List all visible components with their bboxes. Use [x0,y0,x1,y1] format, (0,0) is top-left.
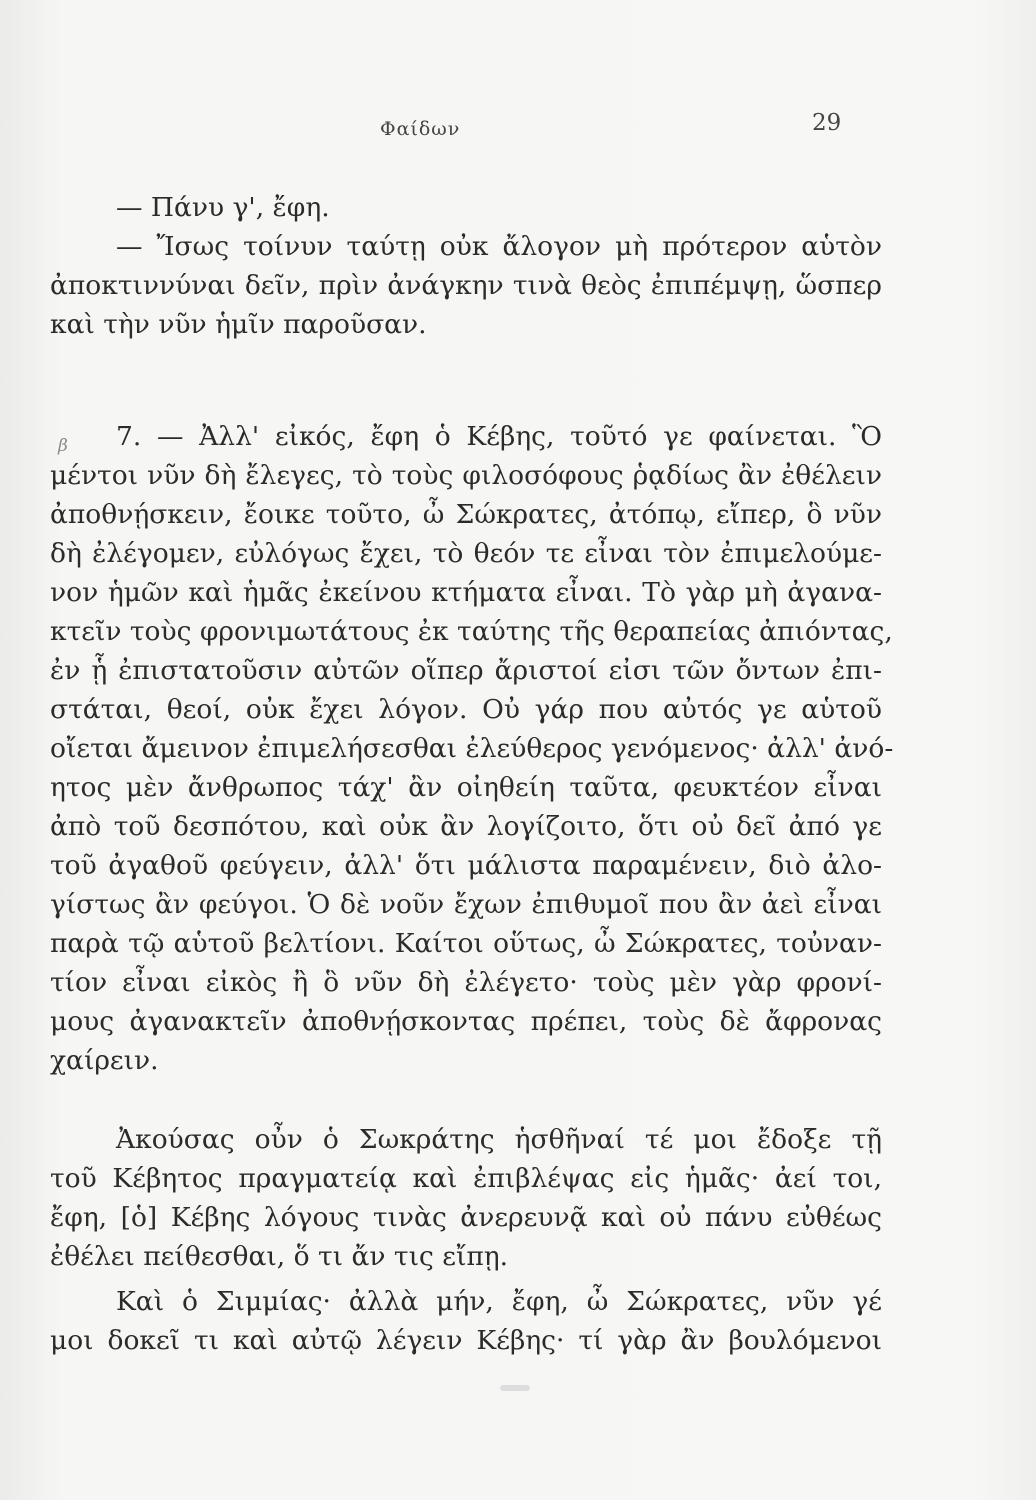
text-line: νον ἡμῶν καὶ ἡμᾶς ἐκείνου κτήματα εἶναι. Τὸ γὰρ μὴ ἀγανα- [50,577,882,608]
text-line: ἀποκτιννύναι δεῖν, πρὶν ἀνάγκην τινὰ θεὸς ἐπιπέμψῃ, ὥσπερ [50,270,882,301]
text-line: ἔφη, [ὁ] Κέβης λόγους τινὰς ἀνερευνᾷ καὶ οὐ πάνυ εὐθέως [50,1202,882,1233]
text-line: — Ἴσως τοίνυν ταύτῃ οὐκ ἄλογον μὴ πρότερον αὑτὸν [116,231,882,262]
text-line: παρὰ τῷ αὑτοῦ βελτίονι. Καίτοι οὕτως, ὦ Σώκρατες, τοὐναν- [50,928,882,959]
text-line: ητος μὲν ἄνθρωπος τάχ' ἂν οἰηθείη ταῦτα, φευκτέον εἶναι [50,772,882,803]
text-line: χαίρειν. [50,1045,159,1076]
text-line: Καὶ ὁ Σιμμίας· ἀλλὰ μήν, ἔφη, ὦ Σώκρατες, νῦν γέ [116,1286,882,1317]
paper-blemish [500,1385,530,1391]
running-head-title: Φαίδων [380,118,461,140]
text-line: ἀπὸ τοῦ δεσπότου, καὶ οὐκ ἂν λογίζοιτο, ὅτι οὐ δεῖ ἀπό γε [50,811,882,842]
text-line: μους ἀγανακτεῖν ἀποθνῄσκοντας πρέπει, τοὺς δὲ ἄφρονας [50,1006,882,1037]
text-line: καὶ τὴν νῦν ἡμῖν παροῦσαν. [50,309,427,340]
text-line: δὴ ἐλέγομεν, εὐλόγως ἔχει, τὸ θεόν τε εἶναι τὸν ἐπιμελούμε- [50,538,882,569]
text-block-section-7 [50,417,894,1080]
text-line: ἐν ᾗ ἐπιστατοῦσιν αὐτῶν οἵπερ ἄριστοί εἰσι τῶν ὄντων ἐπι- [50,655,882,686]
text-block-dialogue [50,188,882,344]
text-line: μέντοι νῦν δὴ ἔλεγες, τὸ τοὺς φιλοσόφους ῥᾳδίως ἂν ἐθέλειν [50,460,882,491]
text-line: γίστως ἂν φεύγοι. Ὁ δὲ νοῦν ἔχων ἐπιθυμοῖ που ἂν ἀεὶ εἶναι [50,889,882,920]
text-line: τοῦ ἀγαθοῦ φεύγειν, ἀλλ' ὅτι μάλιστα παραμένειν, διὸ ἀλο- [50,850,882,881]
text-line: στάται, θεοί, οὐκ ἔχει λόγον. Οὐ γάρ που αὐτός γε αὑτοῦ [50,694,882,725]
text-block-socrates-reply [50,1120,882,1276]
text-line: τοῦ Κέβητος πραγματείᾳ καὶ ἐπιβλέψας εἰς ἡμᾶς· ἀεί τοι, [50,1163,882,1194]
text-line: οἴεται ἄμεινον ἐπιμελήσεσθαι ἐλεύθερος γενόμενος· ἀλλ' ἀνό- [50,733,894,764]
text-block-simmias [50,1282,882,1360]
text-line: μοι δοκεῖ τι καὶ αὐτῷ λέγειν Κέβης· τί γὰρ ἂν βουλόμενοι [50,1325,882,1356]
text-line: ἐθέλει πείθεσθαι, ὅ τι ἄν τις εἴπῃ. [50,1241,509,1272]
running-head [0,110,1036,146]
page-number: 29 [812,110,842,136]
text-line: Ἀκούσας οὖν ὁ Σωκράτης ἡσθῆναί τέ μοι ἔδοξε τῇ [116,1124,882,1155]
text-line: κτεῖν τοὺς φρονιμωτάτους ἐκ ταύτης τῆς θεραπείας ἀπιόντας, [50,616,893,647]
text-line: 7. — Ἀλλ' εἰκός, ἔφη ὁ Κέβης, τοῦτό γε φαίνεται. Ὃ [116,421,882,452]
text-line: τίον εἶναι εἰκὸς ἢ ὃ νῦν δὴ ἐλέγετο· τοὺς μὲν γὰρ φρονί- [50,967,882,998]
text-line: — Πάνυ γ', ἔφη. [116,192,330,223]
text-line: ἀποθνῄσκειν, ἔοικε τοῦτο, ὦ Σώκρατες, ἀτόπῳ, εἴπερ, ὃ νῦν [50,499,882,530]
margin-mark: β [58,436,68,456]
